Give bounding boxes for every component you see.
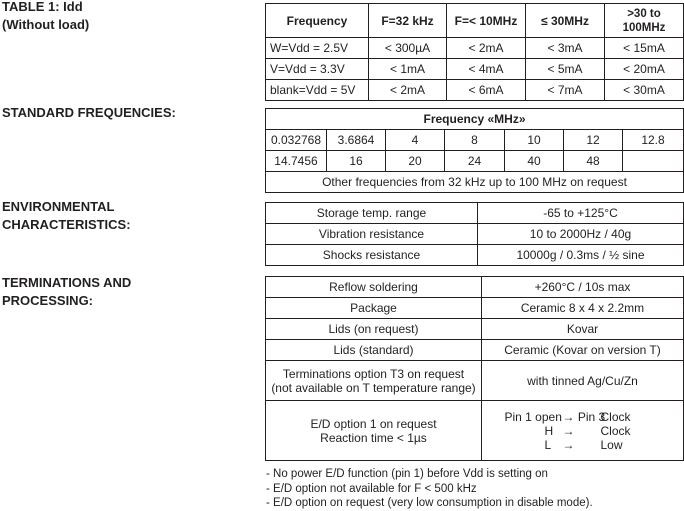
idd-cell: < 7mA: [526, 80, 605, 101]
idd-header-frequency: Frequency: [266, 4, 369, 38]
idd-header-100mhz-line2: 100MHz: [622, 21, 666, 34]
frequency-cell: 14.7456: [266, 151, 327, 172]
idd-cell: < 300µA: [369, 38, 447, 59]
t3-value: with tinned Ag/Cu/Zn: [482, 361, 684, 401]
ed-arrow: →: [562, 423, 575, 438]
ed-truth-table: [505, 410, 661, 452]
ed-value: [482, 401, 684, 461]
ed-pin-state: Pin 1 open: [504, 409, 562, 424]
table-row: [266, 172, 684, 193]
t3-label-line1: Terminations option T3 on request: [282, 366, 465, 381]
table-row: [266, 298, 684, 319]
idd-cell: < 3mA: [526, 38, 605, 59]
environmental-value: 10000g / 0.3ms / ½ sine: [478, 245, 684, 266]
environmental-heading-line1: ENVIRONMENTAL: [2, 199, 115, 214]
idd-cell: < 2mA: [369, 80, 447, 101]
table-row: [266, 401, 684, 461]
idd-cell: < 30mA: [605, 80, 684, 101]
terminations-heading: [2, 274, 131, 310]
table-row: [266, 277, 684, 298]
table-row: [266, 203, 684, 224]
table-row: [266, 319, 684, 340]
ed-label: [266, 401, 482, 461]
table-row: [266, 151, 684, 172]
table-row: [266, 130, 684, 151]
frequency-cell: 20: [386, 151, 445, 172]
idd-header-30mhz: ≤ 30MHz: [526, 4, 605, 38]
environmental-heading: [2, 198, 131, 234]
frequency-cell: [623, 151, 684, 172]
idd-cell: < 20mA: [605, 59, 684, 80]
frequencies-note: Other frequencies from 32 kHz up to 100 MHz on request: [266, 172, 684, 193]
idd-header-100mhz-line1: >30 to: [627, 7, 661, 20]
idd-cell: < 2mA: [447, 38, 526, 59]
idd-header-100mhz: [605, 4, 684, 38]
table-row: [266, 361, 684, 401]
idd-header-10mhz: F=< 10MHz: [447, 4, 526, 38]
ed-pin-state: L: [544, 437, 552, 452]
environmental-label: Shocks resistance: [266, 245, 478, 266]
frequencies-header-row: [266, 109, 684, 130]
frequency-cell: 10: [505, 130, 564, 151]
terminations-value: +260°C / 10s max: [482, 277, 684, 298]
terminations-value: Kovar: [482, 319, 684, 340]
frequency-cell: 16: [327, 151, 386, 172]
frequency-cell: 0.032768: [266, 130, 327, 151]
frequency-cell: 8: [445, 130, 505, 151]
frequencies-table: [265, 108, 684, 193]
terminations-label: Reflow soldering: [266, 277, 482, 298]
idd-table: [265, 3, 684, 101]
terminations-value: Ceramic (Kovar on version T): [482, 340, 684, 361]
frequencies-title: Frequency «MHz»: [266, 109, 684, 130]
table-row: [266, 340, 684, 361]
table-row: [266, 38, 684, 59]
table-row: [266, 59, 684, 80]
idd-cell: < 1mA: [369, 59, 447, 80]
terminations-heading-line1: TERMINATIONS AND: [2, 275, 132, 290]
ed-label-line2: Reaction time < 1µs: [320, 430, 427, 445]
frequency-cell: 48: [564, 151, 623, 172]
frequency-cell: 3.6864: [327, 130, 386, 151]
footnote: - E/D option on request (very low consumption in disable mode).: [266, 497, 593, 509]
table1-title: TABLE 1: Idd: [2, 0, 83, 14]
terminations-heading-line2: PROCESSING:: [2, 293, 94, 308]
ed-output: Clock: [600, 409, 631, 424]
ed-label-line1: E/D option 1 on request: [310, 416, 437, 431]
idd-cell: < 5mA: [526, 59, 605, 80]
environmental-label: Storage temp. range: [266, 203, 478, 224]
table1-subtitle: (Without load): [2, 17, 90, 32]
frequency-cell: 24: [445, 151, 505, 172]
terminations-label: Lids (standard): [266, 340, 482, 361]
environmental-table: [265, 202, 684, 266]
footnote: - E/D option not available for F < 500 kHz: [266, 482, 477, 495]
environmental-heading-line2: CHARACTERISTICS:: [2, 217, 131, 232]
frequency-cell: 12.8: [623, 130, 684, 151]
ed-output: Low: [600, 437, 623, 452]
footnotes: [266, 467, 593, 511]
terminations-label: Package: [266, 298, 482, 319]
t3-label: [266, 361, 482, 401]
table-row: [266, 80, 684, 101]
idd-cell: < 4mA: [447, 59, 526, 80]
table-row: [266, 245, 684, 266]
ed-arrow: → Pin 3: [562, 409, 606, 424]
idd-header-32khz: F=32 kHz: [369, 4, 447, 38]
environmental-value: -65 to +125°C: [478, 203, 684, 224]
idd-header-row: [266, 4, 684, 38]
terminations-table: [265, 276, 684, 461]
idd-cell: < 6mA: [447, 80, 526, 101]
ed-arrow: →: [562, 437, 575, 452]
table-row: [266, 224, 684, 245]
environmental-label: Vibration resistance: [266, 224, 478, 245]
ed-pin-state: H: [544, 423, 554, 438]
idd-cell: V=Vdd = 3.3V: [266, 59, 369, 80]
idd-cell: W=Vdd = 2.5V: [266, 38, 369, 59]
idd-cell: < 15mA: [605, 38, 684, 59]
t3-label-line2: (not available on T temperature range): [271, 380, 476, 395]
terminations-label: Lids (on request): [266, 319, 482, 340]
footnote: - No power E/D function (pin 1) before Vdd is setting on: [266, 468, 548, 480]
idd-cell: blank=Vdd = 5V: [266, 80, 369, 101]
terminations-value: Ceramic 8 x 4 x 2.2mm: [482, 298, 684, 319]
frequency-cell: 12: [564, 130, 623, 151]
frequency-cell: 40: [505, 151, 564, 172]
environmental-value: 10 to 2000Hz / 40g: [478, 224, 684, 245]
ed-output: Clock: [600, 423, 631, 438]
standard-frequencies-heading: STANDARD FREQUENCIES:: [2, 105, 176, 120]
table1-heading: [2, 0, 89, 34]
frequency-cell: 4: [386, 130, 445, 151]
